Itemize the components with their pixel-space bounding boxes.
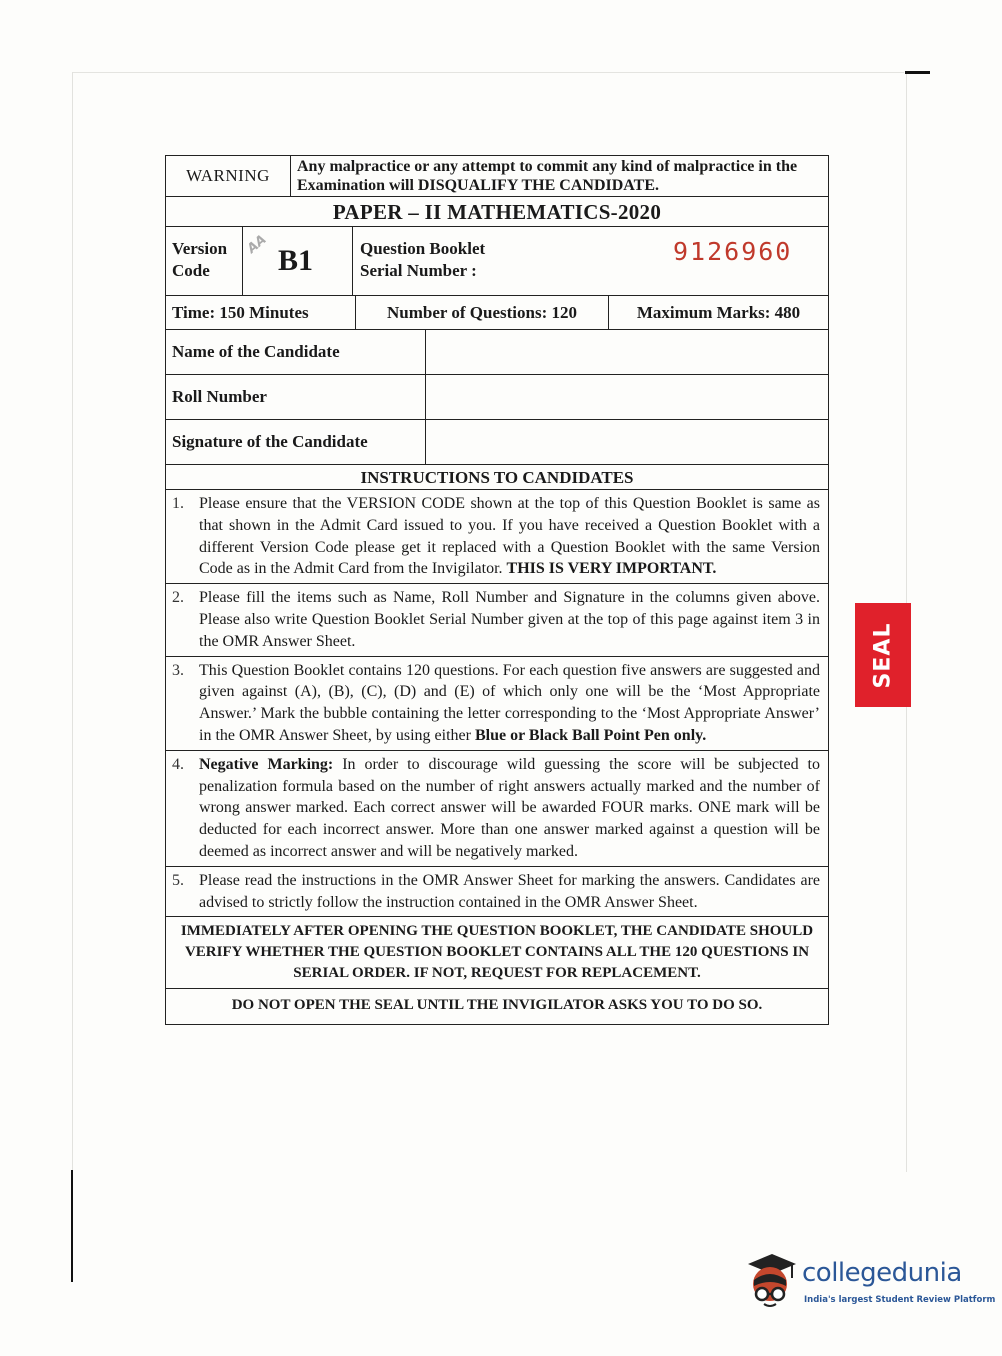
- title-row: [166, 197, 828, 227]
- corner-mark: [905, 71, 930, 74]
- instruction-item: [166, 751, 828, 867]
- version-code-label: Version Code: [166, 227, 243, 295]
- marks-info: Maximum Marks: 480: [636, 302, 801, 322]
- version-code: [243, 227, 353, 295]
- signature-row: [166, 420, 828, 465]
- roll-number-row: [166, 375, 828, 420]
- serial-number: 9126960: [673, 237, 793, 266]
- instruction-item: [166, 867, 828, 918]
- instruction-number: 1.: [172, 495, 184, 512]
- question-booklet-cover: [165, 155, 829, 1025]
- instruction-number: 2.: [172, 589, 184, 607]
- collegedunia-logo: [742, 1250, 996, 1314]
- candidate-name-field[interactable]: [426, 330, 828, 374]
- warning-label: WARNING: [166, 156, 291, 196]
- logo-wordmark: collegedunia: [802, 1258, 962, 1288]
- signature-field[interactable]: [426, 420, 828, 464]
- invigilator-initials: AA: [244, 232, 270, 257]
- instruction-text: Please read the instructions in the OMR Answer Sheet for marking the answers. Candidates are advised to strictly follow the instruction contained in the OMR Answer Sheet.: [199, 871, 820, 911]
- warning-text: Any malpractice or any attempt to commit any kind of malpractice in the Examination will DISQUALIFY THE CANDIDATE.: [297, 158, 798, 194]
- instructions-heading-row: [166, 465, 828, 490]
- logo-tagline: India's largest Student Review Platform: [804, 1295, 996, 1305]
- seal-label: SEAL: [870, 622, 896, 688]
- exam-info-row: [166, 296, 828, 330]
- signature-label: Signature of the Candidate: [166, 420, 426, 464]
- instruction-text: Please fill the items such as Name, Roll Number and Signature in the columns given above. Please also write Question Booklet Serial Number given at the top of this page against item 3 in the OMR Answer Sheet.: [199, 589, 820, 650]
- instruction-text: Please ensure that the VERSION CODE shown at the top of this Question Booklet is same as that shown in the Admit Card issued to you. If you have received a Question Booklet with a different Version Code please get it replaced with a Question Booklet with the same Version Code as in the Admit Card from the Invigilator. THIS IS VERY IMPORTANT.: [199, 495, 820, 578]
- warning-row: [166, 156, 828, 197]
- instruction-item: [166, 584, 828, 656]
- instruction-number: 4.: [172, 755, 184, 773]
- margin-line: [71, 1170, 73, 1282]
- instruction-text: This Question Booklet contains 120 questions. For each question five answers are suggested and given against (A), (B), (C), (D) and (E) of which only one will be the ‘Most Appropriate Answer.’ Mark the bubble containing the letter corresponding to the ‘Most Appropriate Answer’ in the OMR Answer Sheet, by using either Blue or Black Ball Point Pen only.: [199, 661, 820, 744]
- seal-tab[interactable]: [855, 603, 911, 707]
- instruction-text: Negative Marking: In order to discourage wild guessing the score will be subjected to penalization formula based on the number of right answers actually marked and the number of wrong answer marked. Each correct answer will be awarded FOUR marks. ONE mark will be deducted for each incorrect answer. More than one answer marked against a question will be deemed as incorrect answer and will be negatively marked.: [199, 755, 820, 860]
- student-mascot-icon: [742, 1250, 800, 1310]
- seal-notice-row: [166, 989, 828, 1024]
- serial-number-label: Question Booklet Serial Number :: [360, 239, 486, 280]
- roll-number-field[interactable]: [426, 375, 828, 419]
- instruction-item: [166, 490, 828, 584]
- instructions-heading: INSTRUCTIONS TO CANDIDATES: [360, 468, 634, 487]
- roll-number-label: Roll Number: [166, 375, 426, 419]
- time-info: Time: 150 Minutes: [166, 296, 356, 329]
- seal-notice: DO NOT OPEN THE SEAL UNTIL THE INVIGILATOR ASKS YOU TO DO SO.: [231, 997, 763, 1014]
- candidate-name-label: Name of the Candidate: [166, 330, 426, 374]
- verification-notice: IMMEDIATELY AFTER OPENING THE QUESTION BOOKLET, THE CANDIDATE SHOULD VERIFY WHETHER THE QUESTION BOOKLET CONTAINS ALL THE 120 QUESTIONS IN SERIAL ORDER. IF NOT, REQUEST FOR REPLACEMENT.: [180, 923, 814, 982]
- scan-edge-top: [72, 72, 904, 73]
- verification-notice-row: [166, 917, 828, 989]
- instruction-number: 3.: [172, 661, 184, 679]
- booklet-row: [166, 227, 828, 296]
- candidate-name-row: [166, 330, 828, 375]
- questions-info: Number of Questions: 120: [356, 296, 609, 329]
- instruction-item: [166, 657, 828, 751]
- paper-title: PAPER – II MATHEMATICS-2020: [332, 200, 662, 224]
- version-code-value: B1: [278, 244, 314, 277]
- scan-edge-left: [72, 72, 73, 1172]
- instruction-number: 5.: [172, 871, 184, 889]
